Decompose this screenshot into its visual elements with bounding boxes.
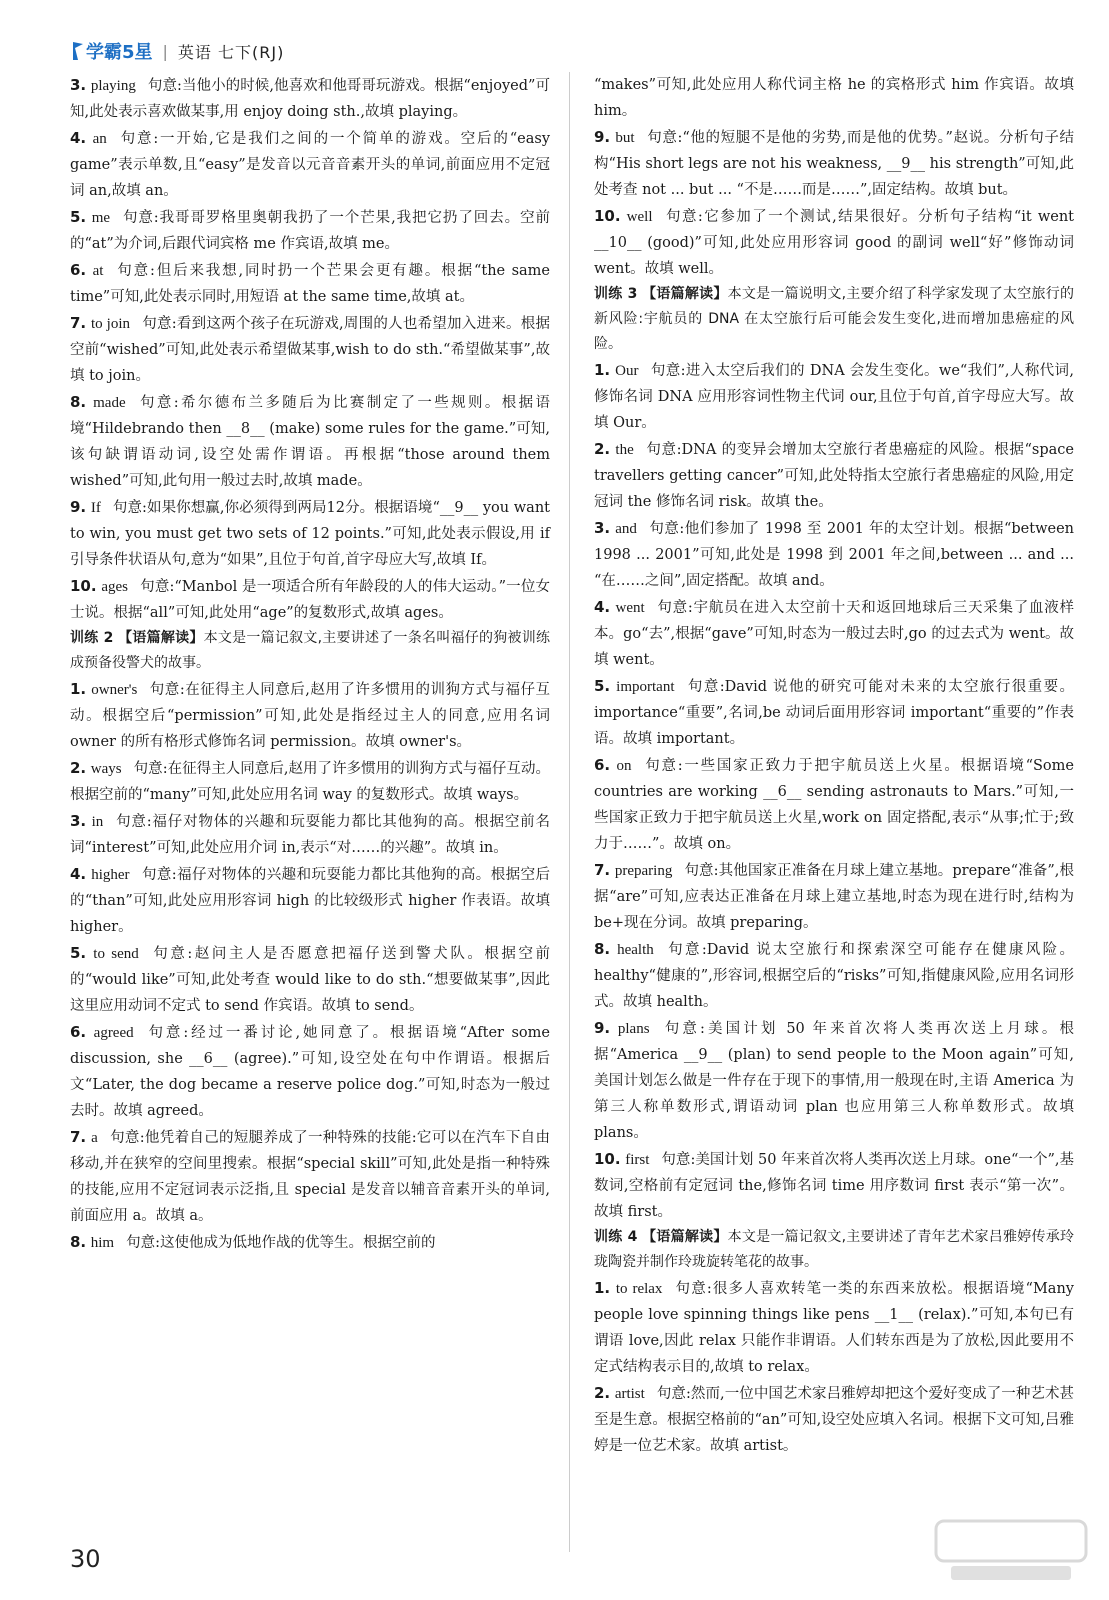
item-answer: artist [614, 1386, 645, 1402]
answer-item [594, 436, 1074, 515]
item-number: 6. [70, 1023, 87, 1041]
item-explanation: 句意:然而,一位中国艺术家吕雅婷却把这个爱好变成了一种艺术甚至是生意。根据空格前的“an”可知,设空处应填入名词。根据下文可知,吕雅婷是一位艺术家。故填 artist。 [594, 1386, 1074, 1454]
item-number: 5. [70, 208, 87, 226]
item-explanation: 句意:“Manbol 是一项适合所有年龄段的人的伟大运动。”一位女士说。根据“all”可知,此处用“age”的复数形式,故填 ages。 [70, 579, 550, 621]
answer-item [70, 573, 550, 626]
item-answer: plans [617, 1021, 650, 1037]
item-explanation: 句意:宇航员在进入太空前十天和返回地球后三天采集了血液样本。go“去”,根据“gave”可知,时态为一般过去时,go 的过去式为 went。故填 went。 [594, 600, 1074, 668]
answer-item [594, 857, 1074, 936]
item-number: 10. [70, 577, 97, 595]
item-explanation: 句意:希尔德布兰多随后为比赛制定了一些规则。根据语境“Hildebrando then __8__ (make) some rules for the game.”可知,该句缺谓语动词,设空处需作谓语。再根据“those around them wished”可知,此句用一般过去时,故填 made。 [70, 395, 551, 489]
item-explanation: 句意:其他国家正准备在月球上建立基地。prepare“准备”,根据“are”可知,应表达正准备在月球上建立基地,时态为现在进行时,结构为 be+现在分词。故填 preparing。 [594, 863, 1074, 931]
item-number: 6. [594, 756, 611, 774]
answer-item [70, 808, 550, 861]
item-explanation: 句意:他们参加了 1998 至 2001 年的太空计划。根据“between 1998 ... 2001”可知,此处是 1998 到 2001 年之间,between ... and ... “在……之间”,固定搭配。故填 and。 [594, 521, 1074, 589]
item-explanation: 句意:但后来我想,同时扔一个芒果会更有趣。根据“the same time”可知,此处表示同时,用短语 at the same time,故填 at。 [70, 263, 550, 305]
answer-item [70, 1019, 550, 1124]
item-answer: to relax [615, 1281, 663, 1297]
item-number: 8. [70, 1233, 87, 1251]
item-answer: playing [90, 78, 136, 94]
item-number: 1. [70, 680, 87, 698]
item-explanation: 句意:它参加了一个测试,结果很好。分析句子结构“it went __10__ (good)”可知,此处应用形容词 good 的副词 well“好”修饰动词 went。故填 well。 [594, 209, 1075, 277]
item-explanation: 句意:美国计划 50 年来首次将人类再次送上月球。one“一个”,基数词,空格前有定冠词 the,修饰名词 time 用序数词 first 表示“第一次”。故填 first。 [594, 1152, 1075, 1220]
item-explanation: 句意:DNA 的变异会增加太空旅行者患癌症的风险。根据“space travellers getting cancer”可知,此处特指太空旅行者患癌症的风险,用定冠词 the 修饰名词 risk。故填 the。 [594, 442, 1075, 510]
item-answer: on [616, 758, 632, 774]
item-answer: ages [101, 579, 129, 595]
item-explanation: 句意:如果你想赢,你必须得到两局12分。根据语境“__9__ you want to win, you must get two sets of 12 points.”可知,此处表示假设,用 if 引导条件状语从句,意为“如果”,且位于句首,首字母应大写,故填 If。 [70, 500, 550, 568]
item-answer: If [90, 500, 101, 516]
item-explanation: 句意:一些国家正致力于把宇航员送上火星。根据语境“Some countries are working __6__ sending astronauts to Mars.”可知,一些国家正致力于把宇航员送上火星,work on 固定搭配,表示“从事;忙于;致力于……”。故填 on。 [594, 758, 1074, 852]
item-answer: preparing [614, 863, 673, 879]
answer-item [70, 72, 550, 125]
continued-text: “makes”可知,此处应用人称代词主格 he 的宾格形式 him 作宾语。故填 him。 [594, 77, 1074, 119]
answer-item [70, 676, 550, 755]
item-answer: me [91, 210, 111, 226]
item-explanation: 句意:“他的短腿不是他的劣势,而是他的优势。”赵说。分析句子结构“His short legs are not his weakness, __9__ his strength”可知,此处考查 not ... but ... “不是……而是……”,固定结构。故填 but。 [594, 130, 1075, 198]
item-explanation: 句意:福仔对物体的兴趣和玩耍能力都比其他狗的高。根据空后的“than”可知,此处应用形容词 high 的比较级形式 higher 作表语。故填 higher。 [70, 867, 550, 935]
item-number: 2. [594, 440, 611, 458]
item-explanation: 句意:我哥哥罗格里奥朝我扔了一个芒果,我把它扔了回去。空前的“at”为介词,后跟代词宾格 me 作宾语,故填 me。 [70, 210, 550, 252]
item-number: 8. [70, 393, 87, 411]
answer-item [594, 1015, 1074, 1146]
answer-item [70, 310, 550, 389]
item-number: 10. [594, 207, 621, 225]
item-answer: to join [91, 316, 130, 332]
item-explanation: 句意:当他小的时候,他喜欢和他哥哥玩游戏。根据“enjoyed”可知,此处表示喜欢做某事,用 enjoy doing sth.,故填 playing。 [70, 78, 550, 120]
item-explanation: 句意:这使他成为低地作战的优等生。根据空前的 [126, 1235, 436, 1251]
item-number: 4. [70, 129, 87, 147]
item-answer: owner's [91, 682, 138, 698]
item-answer: well [626, 209, 653, 225]
item-number: 5. [70, 944, 87, 962]
section-heading [594, 1225, 1074, 1275]
item-number: 10. [594, 1150, 621, 1168]
item-answer: at [92, 263, 104, 279]
item-explanation: 句意:经过一番讨论,她同意了。根据语境“After some discussion, she __6__ (agree).”可知,设空处在句中作谓语。根据后文“Later, the dog became a reserve police dog.”可知,时态为一般过去时。故填 agreed。 [70, 1025, 550, 1119]
section-label: 训练 2 [70, 630, 114, 646]
item-number: 2. [70, 759, 87, 777]
answer-item [594, 515, 1074, 594]
item-explanation: 句意:进入太空后我们的 DNA 会发生变化。we“我们”,人称代词,修饰名词 DNA 应用形容词性物主代词 our,且位于句首,首字母应大写。故填 Our。 [594, 363, 1074, 431]
item-number: 4. [594, 598, 611, 616]
item-answer: a [91, 1130, 98, 1146]
answer-item [594, 673, 1074, 752]
section-tag: 【语篇解读】 [118, 630, 204, 646]
book-subtitle: 英语 七下(RJ) [177, 42, 285, 62]
answer-item [70, 389, 550, 494]
item-answer: first [625, 1152, 650, 1168]
answer-item [594, 203, 1074, 282]
answer-item [594, 357, 1074, 436]
answer-item [70, 940, 550, 1019]
column-divider [569, 72, 570, 1552]
answer-item [594, 1275, 1074, 1380]
brand-name: 学霸5星 [86, 42, 153, 63]
section-heading [70, 626, 550, 676]
answer-item [70, 1229, 550, 1256]
item-explanation: 句意:看到这两个孩子在玩游戏,周围的人也希望加入进来。根据空前“wished”可知,此处表示希望做某事,wish to do sth.“希望做某事”,故填 to join。 [70, 316, 550, 384]
item-answer: higher [91, 867, 130, 883]
answer-item [70, 204, 550, 257]
item-number: 9. [70, 498, 87, 516]
item-explanation: 句意:很多人喜欢转笔一类的东西来放松。根据语境“Many people love spinning things like pens __1__ (relax).”可知,本句已有谓语 love,因此 relax 只能作非谓语。人们转东西是为了放松,因此要用不定式结构表示目的,故填 to relax。 [594, 1281, 1074, 1375]
item-number: 7. [594, 861, 611, 879]
page-header [70, 36, 284, 66]
item-explanation: 句意:David 说他的研究可能对未来的太空旅行很重要。importance“重要”,名词,be 动词后面用形容词 important“重要的”作表语。故填 important。 [594, 679, 1075, 747]
flag-icon [70, 40, 84, 62]
item-answer: ways [90, 761, 122, 777]
item-answer: him [90, 1235, 115, 1251]
section-summary: 本文是一篇说明文,主要介绍了科学家发现了太空旅行的新风险:宇航员的 DNA 在太空旅行后可能会发生变化,进而增加患癌症的风险。 [594, 286, 1075, 352]
item-answer: health [617, 942, 654, 958]
answer-item [594, 752, 1074, 857]
item-answer: to send [93, 946, 139, 962]
item-explanation: 句意:美国计划 50 年来首次将人类再次送上月球。根据“America __9__ (plan) to send people to the Moon again”可知,美国计划怎么做是一件存在于现下的事情,用一般现在时,主语 America 为第三人称单数形式,谓语动词 plan 也应用第三人称单数形式。故填 plans。 [594, 1021, 1074, 1141]
item-explanation: 句意:赵问主人是否愿意把福仔送到警犬队。根据空前的“would like”可知,此处考查 would like to do sth.“想要做某事”,因此这里应用动词不定式 to send 作宾语。故填 to send。 [70, 946, 550, 1014]
item-explanation: 句意:David 说太空旅行和探索深空可能存在健康风险。healthy“健康的”,形容词,根据空后的“risks”可知,指健康风险,应用名词形式。故填 health。 [594, 942, 1075, 1010]
answer-item [70, 494, 550, 573]
item-explanation: 句意:在征得主人同意后,赵用了许多惯用的训狗方式与福仔互动。根据空前的“many”可知,此处应用名词 way 的复数形式。故填 ways。 [70, 761, 550, 803]
section-tag: 【语篇解读】 [642, 1229, 728, 1245]
item-number: 4. [70, 865, 87, 883]
answer-item [594, 1380, 1074, 1459]
item-explanation: 句意:他凭着自己的短腿养成了一种特殊的技能:它可以在汽车下自由移动,并在狭窄的空间里搜索。根据“special skill”可知,此处是指一种特殊的技能,应用不定冠词表示泛指,且 special 是发音以辅音音素开头的单词,前面应用 a。故填 a。 [70, 1130, 550, 1224]
brand-logo [70, 38, 153, 64]
answer-item [70, 125, 550, 204]
item-answer: important [616, 679, 675, 695]
item-answer: and [615, 521, 637, 537]
header-separator: | [162, 41, 168, 61]
answer-item [70, 755, 550, 808]
section-label: 训练 3 [594, 286, 638, 302]
item-number: 8. [594, 940, 611, 958]
item-number: 3. [70, 812, 87, 830]
item-number: 1. [594, 361, 611, 379]
item-number: 2. [594, 1384, 611, 1402]
item-answer: made [93, 395, 126, 411]
section-summary: 本文是一篇记叙文,主要讲述了青年艺术家吕雅婷传承玲珑陶瓷并制作玲珑旋转笔花的故事。 [594, 1229, 1075, 1270]
answer-item [70, 861, 550, 940]
item-explanation: 句意:一开始,它是我们之间的一个简单的游戏。空后的“easy game”表示单数,且“easy”是发音以元音音素开头的单词,前面应用不定冠词 an,故填 an。 [70, 131, 551, 199]
item-number: 3. [594, 519, 611, 537]
item-number: 3. [70, 76, 87, 94]
answer-item [70, 257, 550, 310]
item-number: 7. [70, 314, 87, 332]
item-number: 9. [594, 128, 611, 146]
answer-item [70, 1124, 550, 1229]
section-heading [594, 282, 1074, 357]
answer-item [594, 1146, 1074, 1225]
answer-item [594, 594, 1074, 673]
item-number: 6. [70, 261, 87, 279]
item-number: 7. [70, 1128, 87, 1146]
watermark-logo [931, 1516, 1091, 1586]
item-number: 5. [594, 677, 611, 695]
item-answer: went [615, 600, 645, 616]
section-summary: 本文是一篇记叙文,主要讲述了一条名叫福仔的狗被训练成预备役警犬的故事。 [70, 630, 551, 671]
item-answer: Our [615, 363, 639, 379]
item-number: 9. [594, 1019, 611, 1037]
section-tag: 【语篇解读】 [642, 286, 728, 302]
item-explanation: 句意:在征得主人同意后,赵用了许多惯用的训狗方式与福仔互动。根据空后“permission”可知,此处是指经过主人的同意,应用名词 owner 的所有格形式修饰名词 permission。故填 owner's。 [70, 682, 551, 750]
left-column [70, 72, 550, 1256]
answer-item [594, 124, 1074, 203]
item-answer: an [92, 131, 107, 147]
item-answer: in [91, 814, 104, 830]
right-column [594, 72, 1074, 1459]
item-answer: but [615, 130, 635, 146]
item-answer: the [615, 442, 634, 458]
item-number: 1. [594, 1279, 611, 1297]
section-label: 训练 4 [594, 1229, 638, 1245]
item-answer: agreed [93, 1025, 134, 1041]
item-explanation: 句意:福仔对物体的兴趣和玩耍能力都比其他狗的高。根据空前名词“interest”可知,此处应用介词 in,表示“对……的兴趣”。故填 in。 [70, 814, 550, 856]
page-number: 30 [70, 1545, 101, 1573]
answer-item [594, 936, 1074, 1015]
